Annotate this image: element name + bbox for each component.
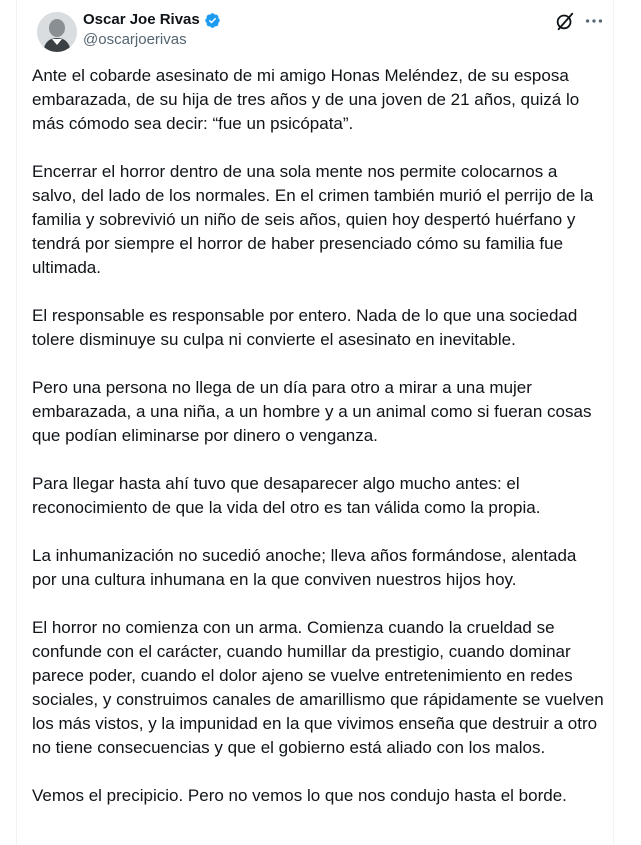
post-card: [16, 0, 614, 845]
author-handle[interactable]: @oscarjoerivas: [83, 31, 187, 48]
post-header: [83, 10, 221, 50]
post-paragraph: Para llegar hasta ahí tuvo que desaparecer algo mucho antes: el reconocimiento de que la vida del otro es tan válida como la propia.: [32, 474, 541, 517]
post-paragraph: El horror no comienza con un arma. Comienza cuando la crueldad se confunde con el carácter, cuando humillar da prestigio, cuando dominar parece poder, cuando el dolor ajeno se vuelve entretenimiento en redes sociales, y construimos canales de amarillismo que rápidamente se vuelven los más vistos, y la impunidad en la que vivimos enseña que destruir a otro no tiene consecuencias y que el gobierno está aliado con los malos.: [32, 618, 604, 757]
post-paragraph: Vemos el precipicio. Pero no vemos lo que nos condujo hasta el borde.: [32, 786, 567, 805]
post-paragraph: Pero una persona no llega de un día para otro a mirar a una mujer embarazada, a una niña, a un hombre y a un animal como si fueran cosas que podían eliminarse por dinero o venganza.: [32, 378, 592, 445]
author-name[interactable]: Oscar Joe Rivas: [83, 11, 200, 28]
post-paragraph: La inhumanización no sucedió anoche; lleva años formándose, alentada por una cultura inhumana en la que conviven nuestros hijos hoy.: [32, 546, 577, 589]
grok-icon[interactable]: [554, 10, 576, 32]
verified-badge-icon: [204, 12, 221, 29]
more-options-icon[interactable]: [583, 10, 605, 32]
post-paragraph: Ante el cobarde asesinato de mi amigo Honas Meléndez, de su esposa embarazada, de su hija de tres años y de una joven de 21 años, quizá lo más cómodo sea decir: “fue un psicópata”.: [32, 66, 580, 133]
avatar-image: [37, 12, 77, 52]
post-text: [32, 64, 604, 832]
post-paragraph: Encerrar el horror dentro de una sola mente nos permite colocarnos a salvo, del lado de los normales. En el crimen también murió el perrijo de la familia y sobrevivió un niño de seis años, quien hoy despertó huérfano y tendrá por siempre el horror de haber presenciado cómo su familia fue ultimada.: [32, 162, 594, 277]
avatar[interactable]: [37, 12, 77, 52]
post-paragraph: El responsable es responsable por entero. Nada de lo que una sociedad tolere disminuye su culpa ni convierte el asesinato en inevitable.: [32, 306, 578, 349]
